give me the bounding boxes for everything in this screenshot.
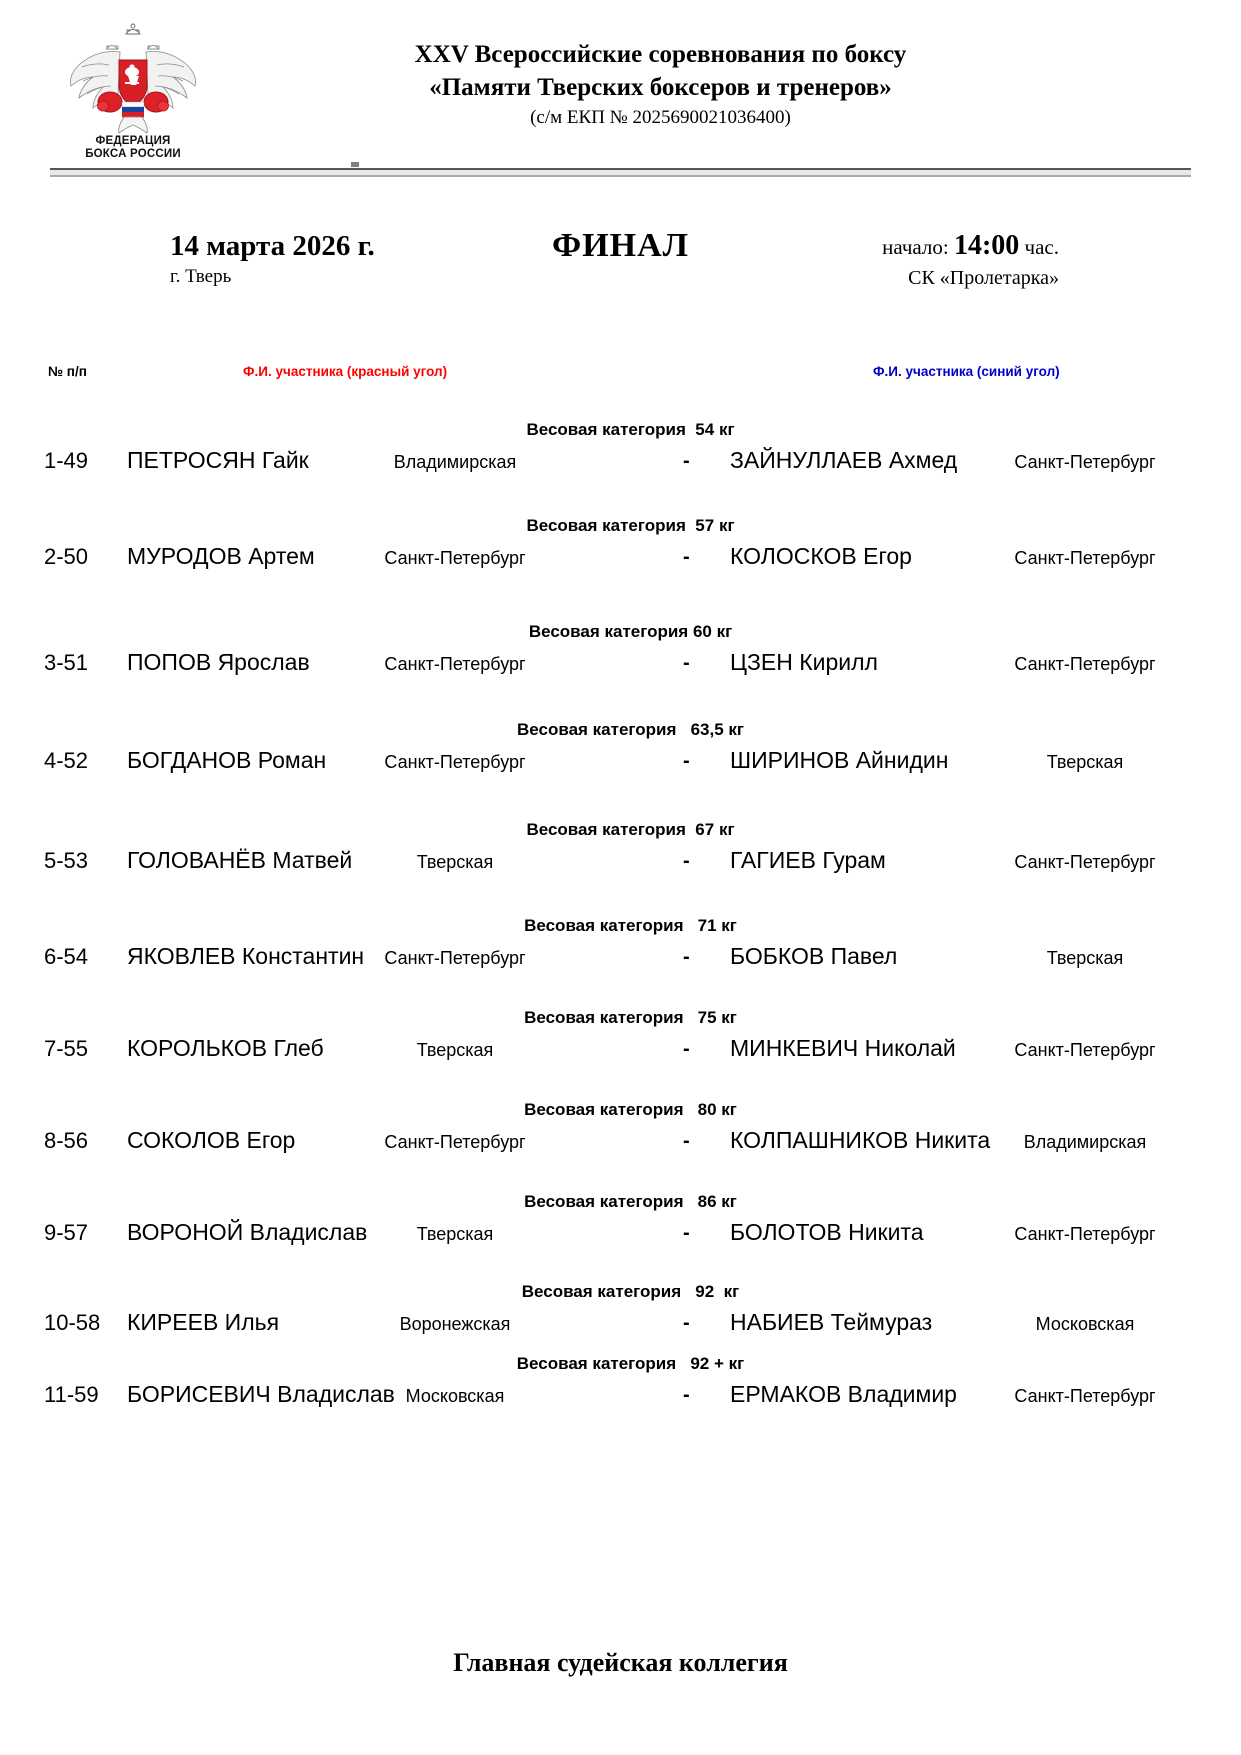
jury-footer: Главная судейская коллегия bbox=[453, 1648, 788, 1677]
red-corner-region: Санкт-Петербург bbox=[384, 654, 526, 674]
bout-separator: - bbox=[683, 1130, 690, 1152]
header-divider bbox=[50, 168, 1191, 177]
blue-corner-region: Тверская bbox=[1046, 752, 1124, 772]
blue-corner-region: Санкт-Петербург bbox=[1014, 452, 1156, 472]
bout-separator: - bbox=[683, 1222, 690, 1244]
bout-separator: - bbox=[683, 652, 690, 674]
weight-category-block bbox=[0, 1282, 1241, 1348]
event-stage: ФИНАЛ bbox=[552, 227, 689, 264]
red-corner-name: ПЕТРОСЯН Гайк bbox=[127, 447, 309, 473]
bout-sheet bbox=[0, 358, 1241, 1407]
column-header-blue-corner: Ф.И. участника (синий угол) bbox=[873, 364, 1060, 379]
event-city: г. Тверь bbox=[170, 266, 232, 287]
blue-corner-region: Санкт-Петербург bbox=[1014, 1040, 1156, 1060]
red-corner-name: ГОЛОВАНЁВ Матвей bbox=[127, 847, 353, 873]
red-corner-region: Санкт-Петербург bbox=[384, 948, 526, 968]
bout-row[interactable] bbox=[0, 1212, 1241, 1258]
red-corner-name: ВОРОНОЙ Владислав bbox=[127, 1219, 368, 1245]
bout-separator: - bbox=[683, 1312, 690, 1334]
bout-number: 1-49 bbox=[44, 448, 89, 473]
blue-corner-region: Санкт-Петербург bbox=[1014, 548, 1156, 568]
blue-corner-region: Санкт-Петербург bbox=[1014, 852, 1156, 872]
blue-corner-region: Тверская bbox=[1046, 948, 1124, 968]
weight-category-block bbox=[0, 820, 1241, 886]
bout-row[interactable] bbox=[0, 440, 1241, 486]
bout-number: 8-56 bbox=[44, 1128, 89, 1153]
red-corner-name: ПОПОВ Ярослав bbox=[127, 649, 310, 675]
blue-corner-name: ГАГИЕВ Гурам bbox=[730, 847, 886, 873]
bout-separator: - bbox=[683, 1038, 690, 1060]
blue-corner-name: ЕРМАКОВ Владимир bbox=[730, 1381, 957, 1407]
red-corner-name: МУРОДОВ Артем bbox=[127, 543, 315, 569]
red-corner-region: Санкт-Петербург bbox=[384, 1132, 526, 1152]
bout-row[interactable] bbox=[0, 1028, 1241, 1074]
header-divider-nub bbox=[351, 162, 359, 167]
red-corner-region: Московская bbox=[405, 1386, 505, 1406]
bout-separator: - bbox=[683, 750, 690, 772]
red-corner-region: Тверская bbox=[416, 1040, 494, 1060]
bout-number: 4-52 bbox=[44, 748, 89, 773]
bout-row[interactable] bbox=[0, 740, 1241, 786]
bout-separator: - bbox=[683, 450, 690, 472]
bout-separator: - bbox=[683, 850, 690, 872]
blue-corner-name: МИНКЕВИЧ Николай bbox=[730, 1035, 956, 1061]
blue-corner-name: КОЛПАШНИКОВ Никита bbox=[730, 1127, 991, 1153]
weight-category-block bbox=[0, 1100, 1241, 1166]
competition-registry-code: (с/м ЕКП № 2025690021036400) bbox=[530, 107, 791, 128]
column-header-number: № п/п bbox=[48, 364, 87, 379]
bout-separator: - bbox=[683, 546, 690, 568]
weight-category-title: Весовая категория 92 + кг bbox=[516, 1354, 745, 1373]
weight-category-block bbox=[0, 720, 1241, 786]
bout-number: 3-51 bbox=[44, 650, 89, 675]
event-start-unit: час. bbox=[1024, 235, 1059, 259]
weight-category-block bbox=[0, 516, 1241, 582]
blue-corner-name: ШИРИНОВ Айнидин bbox=[730, 747, 949, 773]
bout-number: 7-55 bbox=[44, 1036, 89, 1061]
weight-category-block bbox=[0, 420, 1241, 486]
bout-sheet-column-headers bbox=[0, 358, 1241, 388]
bout-row[interactable] bbox=[0, 936, 1241, 982]
red-corner-name: БОГДАНОВ Роман bbox=[127, 747, 327, 773]
bout-row[interactable] bbox=[0, 1120, 1241, 1166]
competition-title bbox=[230, 22, 1091, 132]
federation-logo-caption-line1: ФЕДЕРАЦИЯ bbox=[95, 135, 171, 147]
bout-number: 2-50 bbox=[44, 544, 89, 569]
red-corner-region: Воронежская bbox=[399, 1314, 511, 1334]
column-header-red-corner: Ф.И. участника (красный угол) bbox=[243, 364, 448, 379]
bout-number: 6-54 bbox=[44, 944, 89, 969]
federation-logo-caption-line2: БОКСА РОССИИ bbox=[85, 147, 181, 160]
blue-corner-region: Санкт-Петербург bbox=[1014, 1224, 1156, 1244]
blue-corner-region: Санкт-Петербург bbox=[1014, 654, 1156, 674]
blue-corner-name: ЗАЙНУЛЛАЕВ Ахмед bbox=[730, 447, 958, 473]
bout-separator: - bbox=[683, 1384, 690, 1406]
weight-category-title: Весовая категория 71 кг bbox=[524, 916, 737, 935]
weight-category-block bbox=[0, 622, 1241, 688]
blue-corner-name: КОЛОСКОВ Егор bbox=[730, 543, 912, 569]
bout-number: 11-59 bbox=[44, 1382, 99, 1407]
event-date: 14 марта 2026 г. bbox=[170, 230, 375, 262]
bout-row[interactable] bbox=[0, 536, 1241, 582]
bout-row[interactable] bbox=[0, 1302, 1241, 1348]
bout-separator: - bbox=[683, 946, 690, 968]
event-start-time bbox=[882, 228, 1059, 265]
weight-category-block bbox=[0, 1008, 1241, 1074]
red-corner-region: Санкт-Петербург bbox=[384, 548, 526, 568]
weight-category-title: Весовая категория 86 кг bbox=[524, 1192, 737, 1211]
weight-category-title: Весовая категория 75 кг bbox=[524, 1008, 737, 1027]
bout-number: 5-53 bbox=[44, 848, 89, 873]
blue-corner-region: Санкт-Петербург bbox=[1014, 1386, 1156, 1406]
competition-title-line2: «Памяти Тверских боксеров и тренеров» bbox=[429, 74, 892, 101]
event-info-row bbox=[0, 228, 1241, 308]
bout-number: 10-58 bbox=[44, 1310, 101, 1335]
blue-corner-name: БОЛОТОВ Никита bbox=[730, 1219, 924, 1245]
federation-logo bbox=[62, 22, 204, 160]
blue-corner-name: ЦЗЕН Кирилл bbox=[730, 649, 878, 675]
weight-category-title: Весовая категория 92 кг bbox=[521, 1282, 740, 1301]
weight-category-block bbox=[0, 1354, 1241, 1420]
blue-corner-name: НАБИЕВ Теймураз bbox=[730, 1309, 933, 1335]
weight-category-title: Весовая категория 54 кг bbox=[526, 420, 735, 439]
weight-category-title: Весовая категория 67 кг bbox=[526, 820, 735, 839]
russian-boxing-federation-eagle-emblem bbox=[62, 22, 204, 134]
red-corner-name: ЯКОВЛЕВ Константин bbox=[127, 943, 365, 969]
red-corner-region: Владимирская bbox=[393, 452, 517, 472]
federation-logo-caption bbox=[62, 135, 204, 160]
red-corner-region: Тверская bbox=[416, 1224, 494, 1244]
bout-row[interactable] bbox=[0, 1374, 1241, 1420]
weight-category-title: Весовая категория 60 кг bbox=[528, 622, 733, 641]
weight-category-title: Весовая категория 63,5 кг bbox=[517, 720, 744, 739]
bout-row[interactable] bbox=[0, 642, 1241, 688]
event-info-right bbox=[882, 228, 1059, 291]
red-corner-region: Санкт-Петербург bbox=[384, 752, 526, 772]
red-corner-name: СОКОЛОВ Егор bbox=[127, 1127, 296, 1153]
blue-corner-name: БОБКОВ Павел bbox=[730, 943, 898, 969]
weight-category-title: Весовая категория 57 кг bbox=[526, 516, 735, 535]
event-venue: СК «Пролетарка» bbox=[908, 267, 1059, 289]
event-start-value: 14:00 bbox=[953, 230, 1020, 261]
red-corner-name: КОРОЛЬКОВ Глеб bbox=[127, 1035, 324, 1061]
weight-category-block bbox=[0, 1192, 1241, 1258]
bout-row[interactable] bbox=[0, 840, 1241, 886]
weight-category-block bbox=[0, 916, 1241, 982]
red-corner-name: БОРИСЕВИЧ Владислав bbox=[127, 1381, 395, 1407]
red-corner-region: Тверская bbox=[416, 852, 494, 872]
blue-corner-region: Московская bbox=[1035, 1314, 1135, 1334]
red-corner-name: КИРЕЕВ Илья bbox=[127, 1309, 280, 1335]
competition-title-line1: XXV Всероссийские соревнования по боксу bbox=[414, 41, 907, 68]
blue-corner-region: Владимирская bbox=[1023, 1132, 1147, 1152]
event-start-label: начало: bbox=[882, 235, 949, 259]
weight-category-title: Весовая категория 80 кг bbox=[524, 1100, 737, 1119]
bout-number: 9-57 bbox=[44, 1220, 89, 1245]
document-header bbox=[0, 0, 1241, 182]
